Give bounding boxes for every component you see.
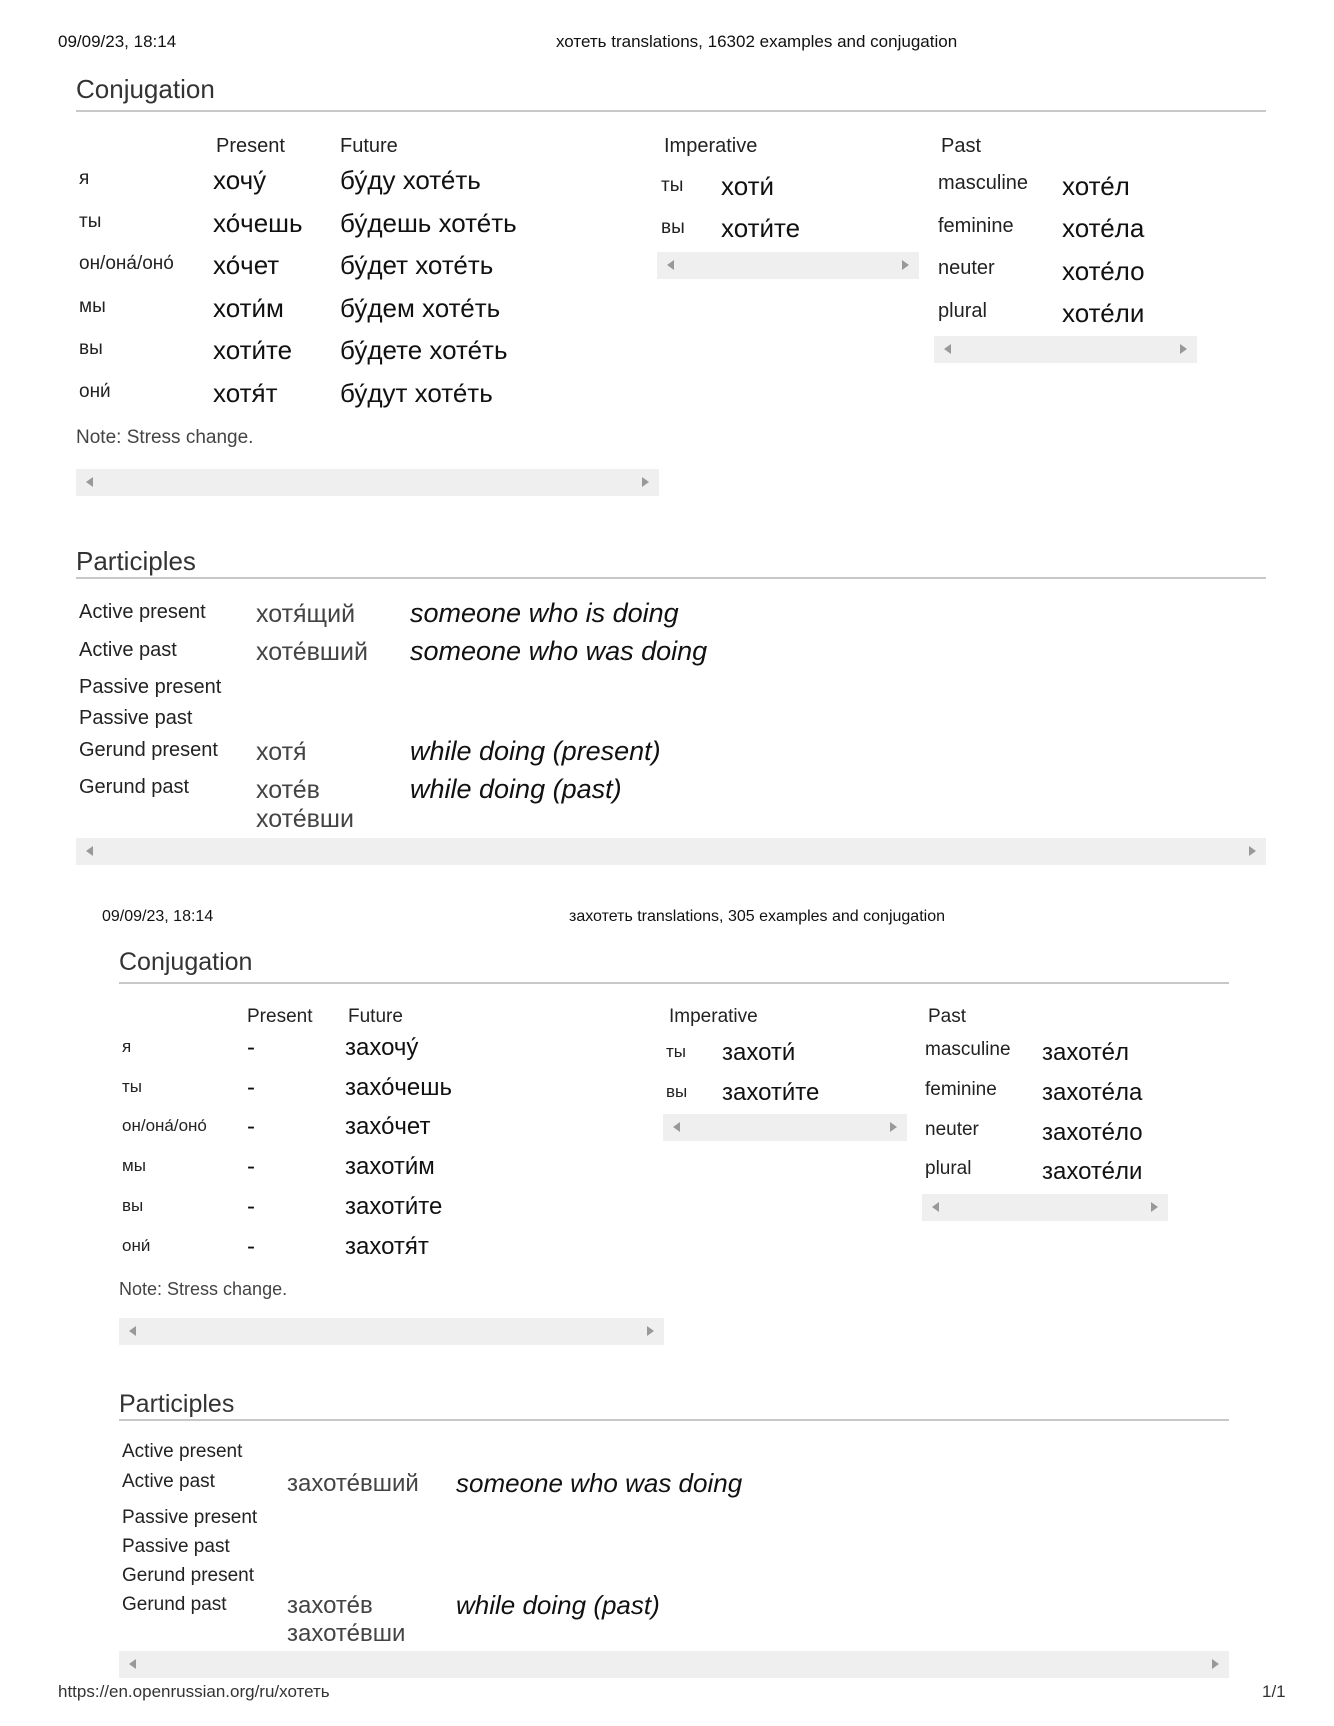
scroll-left-icon[interactable] [944,344,951,354]
page2-past-label: neuter [925,1119,979,1140]
page2-past-form: захоте́ло [1042,1119,1143,1146]
page1-pronoun: я [79,168,90,189]
scroll-right-icon[interactable] [890,1122,897,1132]
page1-present-form: хоти́м [213,293,284,323]
page1-present-header: Present [216,135,285,157]
page1-pronoun: они́ [79,381,111,402]
page2-participle-label: Passive past [122,1536,230,1557]
page2-pronoun: мы [122,1156,146,1175]
page1-past-scrollbar[interactable] [934,336,1197,363]
page2-future-form: захоти́те [345,1193,443,1220]
page2-imperative-pronoun: вы [666,1082,688,1101]
page2-participle-label: Active past [122,1471,215,1492]
page1-participles-scrollbar[interactable] [76,838,1266,865]
page2-future-form: захочу́ [345,1034,419,1061]
scroll-left-icon[interactable] [129,1326,136,1336]
page2-future-form: захоти́м [345,1153,435,1180]
page1-participle-form: хоте́в [256,776,320,804]
scroll-left-icon[interactable] [86,477,93,487]
page1-future-header: Future [340,135,398,157]
page2-future-form: захотя́т [345,1233,429,1260]
page1-future-form: бу́дем хоте́ть [340,293,501,323]
page1-future-form: бу́дете хоте́ть [340,335,508,365]
page2-participle-label: Gerund past [122,1594,227,1615]
page2-pronoun: они́ [122,1236,151,1255]
page2-imperative-pronoun: ты [666,1042,687,1061]
page1-participle-meaning: someone who was doing [410,636,708,666]
page1-present-form: хотя́т [213,378,278,408]
page2-past-label: feminine [925,1079,997,1100]
page1-past-form: хоте́л [1062,171,1130,201]
page2-participle-form-alt: захоте́вши [287,1620,406,1647]
page1-participle-label: Gerund present [79,739,218,761]
page2-participle-label: Active present [122,1441,243,1462]
page2-pronoun: вы [122,1196,144,1215]
page2-participle-label: Gerund present [122,1565,255,1586]
page1-participle-label: Gerund past [79,776,190,798]
scroll-right-icon[interactable] [1180,344,1187,354]
page1-pronoun: мы [79,296,106,317]
page2-future-header: Future [348,1006,403,1027]
scroll-left-icon[interactable] [129,1659,136,1669]
page1-past-form: хоте́ло [1062,256,1145,286]
page2-participle-form: захоте́вший [287,1470,419,1497]
page1-present-form: хоти́те [213,335,293,365]
scroll-right-icon[interactable] [1212,1659,1219,1669]
page1-stress-note: Note: Stress change. [76,427,254,448]
page1-participle-form: хотя́щий [256,600,356,628]
page1-past-label: feminine [938,215,1014,237]
page2-present-form: - [247,1193,255,1220]
page1-conjugation-scrollbar[interactable] [76,469,659,496]
page2-future-form: захо́чет [345,1113,431,1140]
page1-future-form: бу́дут хоте́ть [340,378,493,408]
page2-participles-rule [119,1419,1229,1421]
page1-imperative-pronoun: ты [661,175,684,196]
scroll-left-icon[interactable] [673,1122,680,1132]
page2-past-label: masculine [925,1039,1011,1060]
page2-past-form: захоте́ли [1042,1158,1143,1185]
page2-imperative-form: захоти́ [722,1039,796,1066]
page2-participles-heading: Participles [119,1390,235,1418]
page2-imperative-scrollbar[interactable] [663,1114,907,1141]
page1-participles-rule [76,577,1266,579]
page2-past-scrollbar[interactable] [922,1194,1168,1221]
page1-participle-meaning: someone who is doing [410,598,679,628]
page1-participle-form-alt: хоте́вши [256,805,354,833]
page2-past-form: захоте́л [1042,1039,1129,1066]
page1-future-form: бу́ду хоте́ть [340,165,481,195]
scroll-right-icon[interactable] [902,260,909,270]
page1-participle-label: Passive past [79,707,193,729]
page2-past-label: plural [925,1158,972,1179]
page1-past-header: Past [941,135,982,157]
page2-present-form: - [247,1074,255,1101]
page2-participles-scrollbar[interactable] [119,1651,1229,1678]
page1-past-label: masculine [938,172,1029,194]
scroll-left-icon[interactable] [86,846,93,856]
page1-participle-form: хоте́вший [256,638,368,666]
page1-imperative-scrollbar[interactable] [657,252,919,279]
page1-participle-label: Active past [79,639,177,661]
scroll-left-icon[interactable] [667,260,674,270]
scroll-right-icon[interactable] [647,1326,654,1336]
page1-conjugation-heading: Conjugation [76,74,215,104]
page1-pronoun: вы [79,338,103,359]
page1-past-label: plural [938,300,987,322]
page1-pronoun: ты [79,211,102,232]
page2-present-header: Present [247,1006,313,1027]
footer-url[interactable]: https://en.openrussian.org/ru/хотеть [58,1682,330,1701]
page2-participle-meaning: while doing (past) [456,1590,660,1620]
page1-participle-meaning: while doing (present) [410,736,661,766]
page1-datetime: 09/09/23, 18:14 [58,32,177,51]
scroll-right-icon[interactable] [1151,1202,1158,1212]
scroll-right-icon[interactable] [642,477,649,487]
page1-participles-heading: Participles [76,546,196,576]
page2-datetime: 09/09/23, 18:14 [102,908,214,925]
page1-imperative-form: хоти́ [721,171,775,201]
page1-imperative-form: хоти́те [721,213,801,243]
page2-title: захотеть translations, 305 examples and conjugation [569,908,945,925]
page2-present-form: - [247,1153,255,1180]
page2-pronoun: я [122,1037,132,1056]
page1-imperative-header: Imperative [664,135,758,157]
page2-participle-label: Passive present [122,1507,258,1528]
scroll-right-icon[interactable] [1249,846,1256,856]
page1-pronoun: он/она́/оно́ [79,253,174,274]
page2-present-form: - [247,1034,255,1061]
page2-present-form: - [247,1113,255,1140]
page2-stress-note: Note: Stress change. [119,1279,288,1299]
page1-conjugation-rule [76,110,1266,112]
page2-imperative-form: захоти́те [722,1079,820,1106]
page1-title: хотеть translations, 16302 examples and conjugation [556,32,958,51]
page1-future-form: бу́дешь хоте́ть [340,208,517,238]
page2-conjugation-heading: Conjugation [119,948,253,976]
page1-present-form: хо́чет [213,250,280,280]
scroll-left-icon[interactable] [932,1202,939,1212]
page2-participle-meaning: someone who was doing [456,1468,743,1498]
page1-future-form: бу́дет хоте́ть [340,250,494,280]
page2-conjugation-rule [119,982,1229,984]
page1-present-form: хо́чешь [213,208,303,238]
page1-past-form: хоте́ла [1062,213,1145,243]
page2-past-header: Past [928,1006,967,1027]
page2-past-form: захоте́ла [1042,1079,1143,1106]
page2-future-form: захо́чешь [345,1074,453,1101]
page2-conjugation-scrollbar[interactable] [119,1318,664,1345]
page1-past-label: neuter [938,257,995,279]
page1-past-form: хоте́ли [1062,298,1145,328]
page2-present-form: - [247,1233,255,1260]
footer-page-number: 1/1 [1262,1682,1286,1701]
page1-participle-form: хотя́ [256,738,307,766]
page2-participle-form: захоте́в [287,1592,373,1619]
page1-participle-label: Passive present [79,676,222,698]
page1-imperative-pronoun: вы [661,217,685,238]
page2-imperative-header: Imperative [669,1006,758,1027]
page1-participle-meaning: while doing (past) [410,774,622,804]
page1-participle-label: Active present [79,601,206,623]
page1-present-form: хочу́ [213,165,267,195]
page2-pronoun: он/она́/оно́ [122,1116,207,1135]
page2-pronoun: ты [122,1077,143,1096]
